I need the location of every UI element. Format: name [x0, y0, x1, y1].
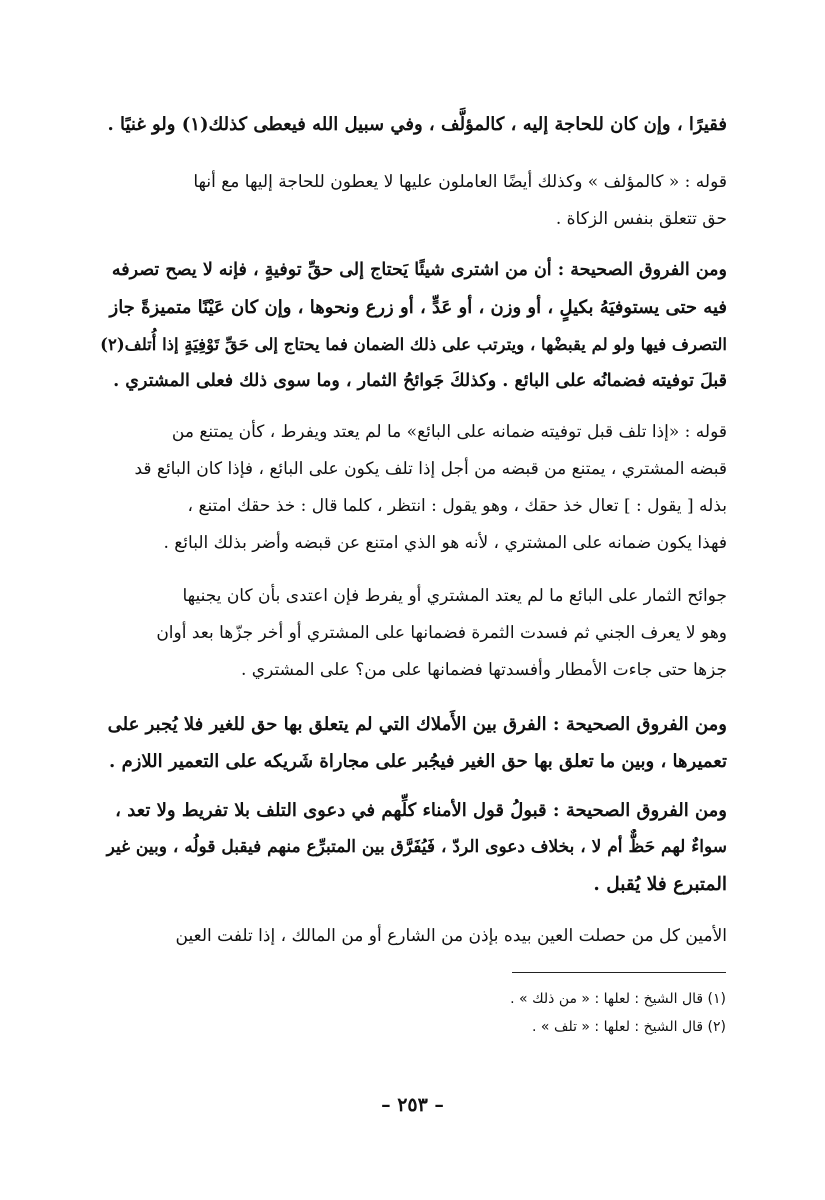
text-line: قبضه المشتري ، يمتنع من قبضه من أجل إذا تلف يكون على البائع ، فإذا كان البائع قد [134, 459, 727, 479]
text-line: فيه حتى يستوفيَهُ بكيلٍ ، أو وزن ، أو عَدٍّ ، أو زرع ونحوها ، وإن كان عَيْنًا متميزةً جاز [109, 297, 727, 318]
matn-paragraph-1 [100, 106, 727, 143]
sharh-paragraph-2 [100, 414, 727, 562]
sharh-paragraph-1 [100, 164, 727, 238]
text-line: ومن الفروق الصحيحة : قبولُ قول الأمناء كلِّهم في دعوى التلف بلا تفريط ولا تعد ، [115, 800, 727, 821]
sharh-paragraph-4 [100, 918, 727, 955]
sharh-paragraph-3 [100, 578, 727, 689]
matn-paragraph-4 [100, 792, 727, 903]
text-line: سواءٌ لهم حَظٌّ أم لا ، بخلاف دعوى الردّ ، فَيُفَرَّق بين المتبرِّع منهم فيقبل قولُه ، وبين غير [106, 837, 727, 857]
text-line: جوائح الثمار على البائع ما لم يعتد المشتري أو يفرط فإن اعتدى بأن كان يجنيها [182, 586, 727, 606]
text-line: تعميرها ، وبين ما تعلق بها حق الغير فيجُبر على مجاراة شَريكه على التعمير اللازم . [109, 751, 727, 772]
footnote-separator [512, 972, 726, 973]
text-line: الأمين كل من حصلت العين بيده بإذن من الشارع أو من المالك ، إذا تلفت العين [175, 926, 727, 946]
text-line: جزها حتى جاءت الأمطار وأفسدتها فضمانها على من؟ على المشتري . [240, 660, 727, 680]
text-line: قبلَ توفيته فضمانُه على البائع . وكذلكَ جَوائحُ الثمار ، وما سوى ذلك فعلى المشتري . [113, 371, 727, 391]
text-line: المتبرع فلا يُقبل . [593, 874, 727, 895]
text-line: وهو لا يعرف الجني ثم فسدت الثمرة فضمانها على المشتري أو أخر جزّها بعد أوان [156, 623, 727, 643]
text-line: قوله : «إذا تلف قبل توفيته ضمانه على البائع» ما لم يعتد ويفرط ، كأن يمتنع من [171, 422, 727, 442]
text-line: ومن الفروق الصحيحة : أن من اشترى شيئًا يَحتاج إلى حقِّ توفيةٍ ، فإنه لا يصح تصرفه [111, 260, 727, 280]
matn-paragraph-3 [100, 706, 727, 780]
text-line: فهذا يكون ضمانه على المشتري ، لأنه هو الذي امتنع عن قبضه وأضر بذلك البائع . [163, 533, 727, 553]
matn-paragraph-2 [100, 252, 727, 400]
footnote-2: (٢) قال الشيخ : لعلها : « تلف » . [532, 1019, 726, 1035]
text-line: فقيرًا ، وإن كان للحاجة إليه ، كالمؤلَّف ، وفي سبيل الله فيعطى كذلك(١) ولو غنيًا . [107, 114, 727, 135]
page-number: – ٢٥٣ – [381, 1094, 444, 1116]
text-line: التصرف فيها ولو لم يقبضْها ، ويترتب على ذلك الضمان فما يحتاج إلى حَقِّ تَوْفِيَةٍ إذا أُتلف(٢) [100, 335, 727, 354]
text-line: بذله [ يقول : ] تعال خذ حقك ، وهو يقول : انتظر ، كلما قال : خذ حقك امتنع ، [187, 496, 727, 516]
text-line: حق تتعلق بنفس الزكاة . [555, 209, 727, 229]
text-line: قوله : « كالمؤلف » وكذلك أيضًا العاملون عليها لا يعطون للحاجة إليها مع أنها [193, 172, 727, 192]
text-line: ومن الفروق الصحيحة : الفرق بين الأَملاك التي لم يتعلق بها حق للغير فلا يُجبر على [107, 714, 727, 735]
footnote-1: (١) قال الشيخ : لعلها : « من ذلك » . [510, 991, 726, 1007]
